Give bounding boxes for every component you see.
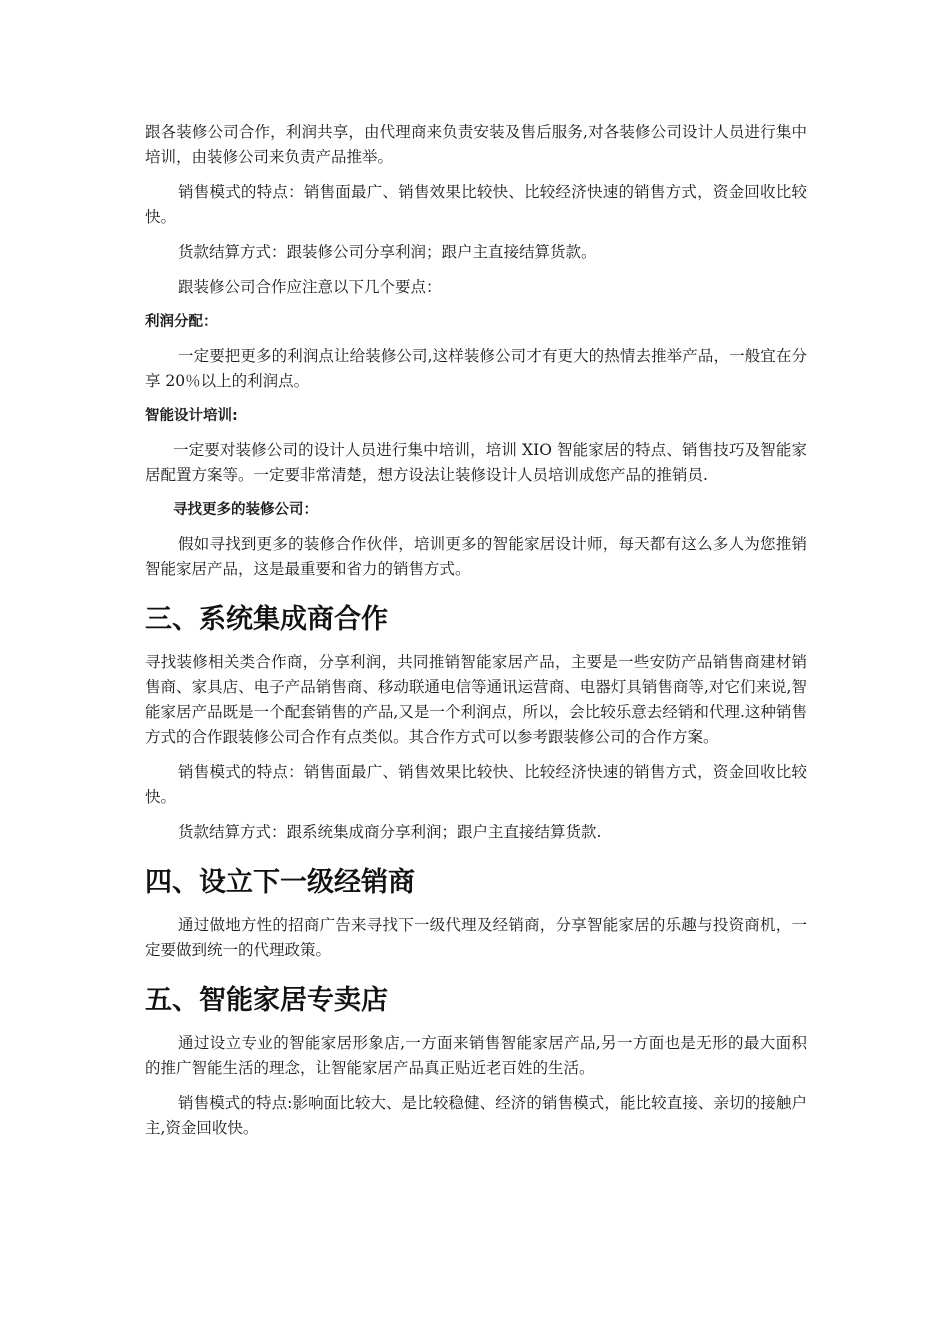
paragraph-payment-method-2: 货款结算方式：跟系统集成商分享利润；跟户主直接结算货款. (178, 823, 602, 841)
subheading-profit-distribution: 利润分配： (145, 314, 218, 330)
paragraph-sales-model: 销售模式的特点：销售面最广、销售效果比较快、比较经济快速的销售方式，资金回收比较快。 (145, 183, 807, 226)
paragraph-decoration-cooperation: 跟各装修公司合作，利润共享，由代理商来负责安装及售后服务,对各装修公司设计人员进行集中培训，由装修公司来负责产品推举。 (145, 123, 807, 166)
section-title-specialty-store: 五、智能家居专卖店 (145, 985, 388, 1016)
paragraph-payment-method: 货款结算方式：跟装修公司分享利润；跟户主直接结算货款。 (178, 243, 597, 261)
paragraph-key-points: 跟装修公司合作应注意以下几个要点： (178, 278, 442, 296)
section-title-system-integrator: 三、系统集成商合作 (145, 604, 388, 635)
paragraph-sales-model-2: 销售模式的特点：销售面最广、销售效果比较快、比较经济快速的销售方式，资金回收比较快。 (145, 763, 807, 806)
paragraph-sales-model-3: 销售模式的特点:影响面比较大、是比较稳健、经济的销售模式，能比较直接、亲切的接触户主,资金回收快。 (145, 1094, 807, 1137)
paragraph-system-integrator: 寻找装修相关类合作商，分享利润，共同推销智能家居产品，主要是一些安防产品销售商建材销售商、家具店、电子产品销售商、移动联通电信等通讯运营商、电器灯具销售商等,对它们来说,智能家居产品既是一个配套销售的产品,又是一个利润点，所以，会比较乐意去经销和代理.这种销售方式的合作跟装修公司合作有点类似。其合作方式可以参考跟装修公司的合作方案。 (145, 653, 807, 746)
paragraph-find-more-companies: 假如寻找到更多的装修合作伙伴，培训更多的智能家居设计师，每天都有这么多人为您推销智能家居产品，这是最重要和省力的销售方式。 (145, 535, 807, 578)
document-page (145, 120, 807, 1141)
paragraph-design-training: 一定要对装修公司的设计人员进行集中培训，培训 XIO 智能家居的特点、销售技巧及智能家居配置方案等。一定要非常清楚，想方设法让装修设计人员培训成您产品的推销员. (145, 441, 807, 484)
subheading-design-training: 智能设计培训: (145, 408, 238, 424)
section-title-sub-distributor: 四、设立下一级经销商 (145, 867, 415, 898)
paragraph-profit-distribution: 一定要把更多的利润点让给装修公司,这样装修公司才有更大的热情去推举产品，一般宜在分享 20％以上的利润点。 (145, 347, 807, 390)
subheading-find-more-companies: 寻找更多的装修公司： (173, 502, 318, 518)
paragraph-sub-distributor: 通过做地方性的招商广告来寻找下一级代理及经销商，分享智能家居的乐趣与投资商机，一定要做到统一的代理政策。 (145, 916, 807, 959)
paragraph-specialty-store: 通过设立专业的智能家居形象店,一方面来销售智能家居产品,另一方面也是无形的最大面积的推广智能生活的理念，让智能家居产品真正贴近老百姓的生活。 (145, 1034, 807, 1077)
